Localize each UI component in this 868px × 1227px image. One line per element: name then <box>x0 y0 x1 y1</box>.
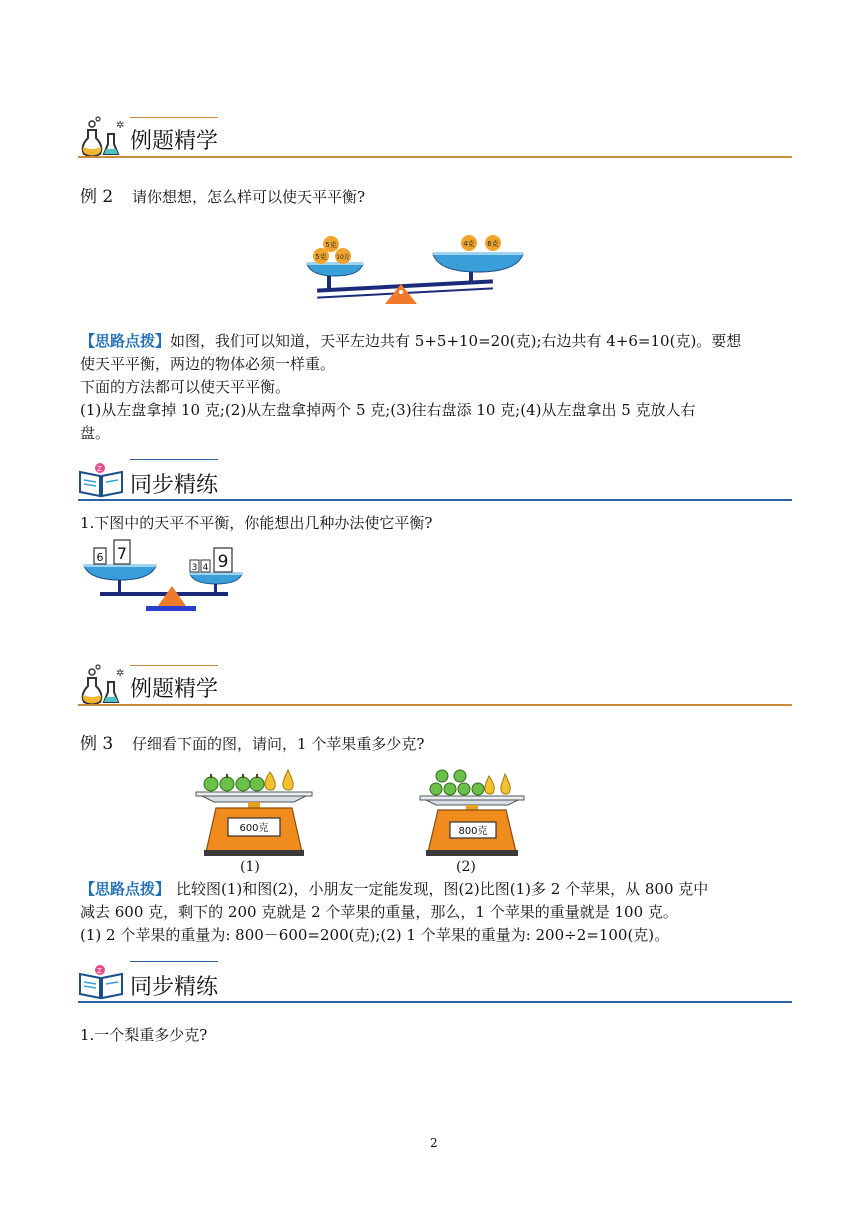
weight-label: 4 <box>202 563 209 573</box>
weight-label: 7 <box>116 544 128 563</box>
practice-section-header-1 <box>78 454 792 502</box>
book-icon <box>78 462 124 498</box>
methods-list: (1)从左盘拿掉 10 克;(2)从左盘拿掉两个 5 克;(3)往右盘添 10 克;(4)从左盘拿出 5 克放人右 <box>80 401 696 419</box>
kitchen-scale-2 <box>418 764 528 858</box>
apple-icon <box>454 770 466 782</box>
apple-icon <box>444 783 456 795</box>
hint-line-2: 使天平平衡，两边的物体必须一样重。 <box>80 355 336 373</box>
hint-text: 比较图(1)和图(2)，小朋友一定能发现，图(2)比图(1)多 2 个苹果，从 800 克中 <box>176 880 709 898</box>
hint-text: 如图，我们可以知道，天平左边共有 5+5+10=20(克);右边共有 4+6=10(克)。要想 <box>170 332 742 350</box>
hint-line-2: 减去 600 克，剩下的 200 克就是 2 个苹果的重量，那么，1 个苹果的重量就是 100 克。 <box>80 903 678 921</box>
section-title: 例题精学 <box>130 677 219 702</box>
section-title: 例题精学 <box>130 129 219 154</box>
example-label: 例 2 <box>80 187 114 207</box>
methods-intro: 下面的方法都可以使天平平衡。 <box>80 378 291 396</box>
balance-scale-example-2 <box>305 230 535 310</box>
balance-scale-practice-1 <box>80 536 250 614</box>
figure-caption-1: (1) <box>240 859 260 875</box>
apple-icon <box>458 783 470 795</box>
svg-text:✲: ✲ <box>116 668 125 679</box>
solution-line: (1) 2 个苹果的重量为: 800－600=200(克);(2) 1 个苹果的重量为: 200÷2=100(克)。 <box>80 926 670 944</box>
weight-label: 5克 <box>315 253 327 261</box>
example-2-question <box>80 186 365 209</box>
example-section-header-2 <box>78 660 792 708</box>
example-3-hint <box>80 878 792 947</box>
question-text: 请你想想，怎么样可以使天平平衡? <box>132 188 366 206</box>
hint-line-1 <box>80 330 792 353</box>
pear-icon <box>265 772 275 790</box>
apple-icon <box>250 774 264 791</box>
example-section-header-1 <box>78 112 792 160</box>
figure-caption-2: (2) <box>456 859 476 875</box>
weight-label: 4克 <box>463 240 475 248</box>
weight-label: 3 <box>191 563 198 573</box>
apple-icon <box>204 774 218 791</box>
example-label: 例 3 <box>80 734 114 754</box>
flask-icon <box>78 664 126 706</box>
weight-label: 10克 <box>336 254 350 261</box>
practice-1-question: 1.下图中的天平不平衡，你能想出几种办法使它平衡? <box>80 514 433 532</box>
hint-line-1 <box>80 878 792 901</box>
hint-tag: 【思路点拨】 <box>80 332 171 350</box>
flask-icon <box>78 116 126 158</box>
svg-text:✲: ✲ <box>116 120 125 131</box>
pear-icon <box>501 774 510 794</box>
pear-icon <box>283 770 293 790</box>
section-title: 同步精练 <box>130 975 219 1000</box>
practice-section-header-2 <box>78 956 792 1004</box>
hint-tag: 【思路点拨】 <box>80 880 171 898</box>
scale-reading: 600克 <box>239 823 269 834</box>
kitchen-scale-1 <box>194 764 314 858</box>
apple-icon <box>430 783 442 795</box>
weight-label: 6克 <box>487 240 499 248</box>
svg-text:Z: Z <box>97 465 102 473</box>
question-text: 仔细看下面的图，请问，1 个苹果重多少克? <box>132 735 425 753</box>
apple-icon <box>472 783 484 795</box>
apple-icon <box>220 774 234 791</box>
weight-label: 9 <box>217 552 229 572</box>
page-number: 2 <box>430 1136 438 1150</box>
practice-2-question: 1.一个梨重多少克? <box>80 1026 208 1044</box>
book-icon <box>78 964 124 1000</box>
methods-list-end: 盘。 <box>80 424 111 442</box>
section-title: 同步精练 <box>130 473 219 498</box>
apple-icon <box>236 774 250 791</box>
weight-label: 6 <box>96 551 104 564</box>
scale-reading: 800克 <box>458 826 488 837</box>
apple-icon <box>436 770 448 782</box>
pear-icon <box>485 776 494 794</box>
weight-label: 5克 <box>325 241 337 249</box>
svg-text:Z: Z <box>97 967 102 975</box>
example-2-hint <box>80 330 792 445</box>
example-3-question <box>80 733 424 756</box>
